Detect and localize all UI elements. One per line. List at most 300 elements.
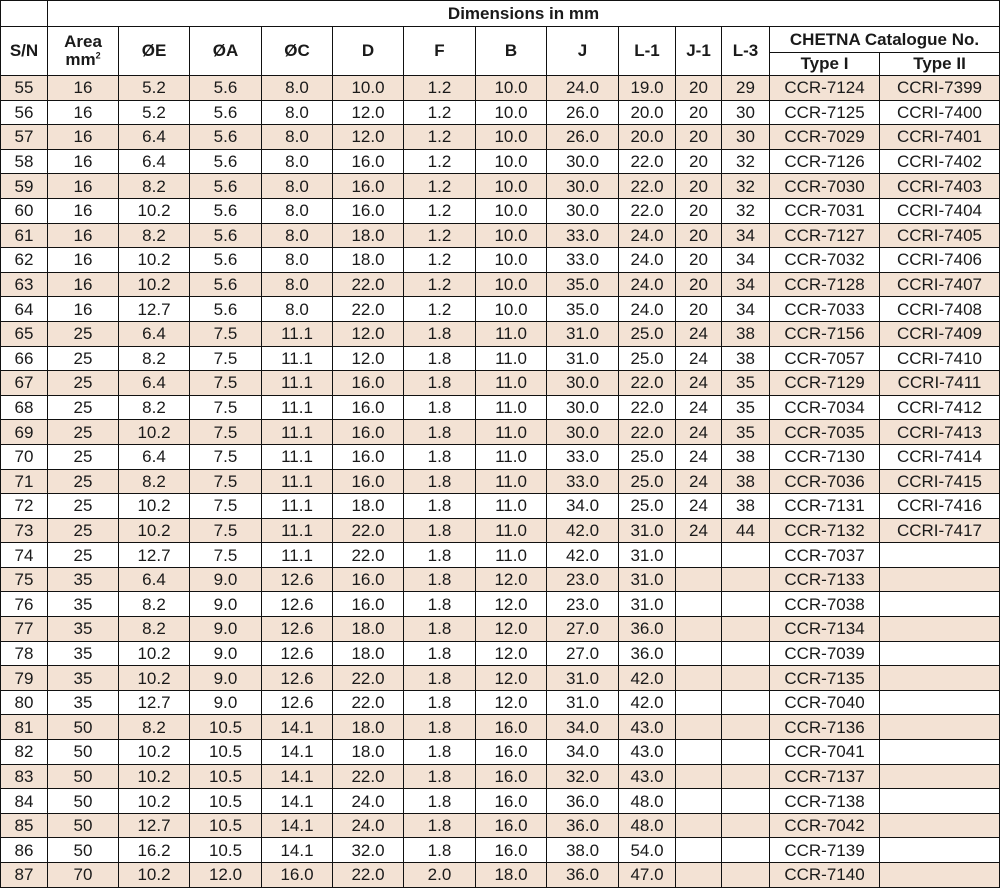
cell-a: 7.5 xyxy=(190,371,262,396)
cell-e: 10.2 xyxy=(119,666,190,691)
cell-c: 11.1 xyxy=(262,494,333,519)
cell-l3: 35 xyxy=(722,371,770,396)
cell-a: 10.5 xyxy=(190,789,262,814)
cell-l1: 31.0 xyxy=(619,543,676,568)
cell-j1: 20 xyxy=(676,76,722,101)
cell-d: 16.0 xyxy=(333,174,404,199)
cell-f: 1.8 xyxy=(404,666,476,691)
cell-c: 14.1 xyxy=(262,789,333,814)
cell-f: 1.2 xyxy=(404,223,476,248)
cell-l1: 25.0 xyxy=(619,494,676,519)
cell-b: 10.0 xyxy=(476,174,547,199)
cell-f: 1.8 xyxy=(404,740,476,765)
cell-b: 12.0 xyxy=(476,641,547,666)
cell-type-2: CCRI-7417 xyxy=(880,518,1000,543)
table-row xyxy=(1,690,1000,715)
cell-j1 xyxy=(676,592,722,617)
cell-c: 8.0 xyxy=(262,272,333,297)
cell-j1 xyxy=(676,666,722,691)
cell-d: 22.0 xyxy=(333,690,404,715)
cell-e: 10.2 xyxy=(119,764,190,789)
table-row xyxy=(1,740,1000,765)
cell-e: 10.2 xyxy=(119,248,190,273)
cell-j1 xyxy=(676,813,722,838)
cell-d: 18.0 xyxy=(333,641,404,666)
cell-l1: 22.0 xyxy=(619,395,676,420)
cell-a: 5.6 xyxy=(190,272,262,297)
cell-e: 8.2 xyxy=(119,395,190,420)
cell-sn: 61 xyxy=(1,223,48,248)
cell-l1: 43.0 xyxy=(619,740,676,765)
cell-l1: 36.0 xyxy=(619,617,676,642)
col-header-area xyxy=(48,27,119,76)
cell-e: 8.2 xyxy=(119,346,190,371)
cell-l1: 25.0 xyxy=(619,469,676,494)
cell-j: 26.0 xyxy=(547,125,619,150)
cell-type-1: CCR-7030 xyxy=(770,174,880,199)
cell-l3: 34 xyxy=(722,297,770,322)
cell-sn: 66 xyxy=(1,346,48,371)
cell-sn: 84 xyxy=(1,789,48,814)
table-row xyxy=(1,76,1000,101)
cell-a: 5.6 xyxy=(190,125,262,150)
cell-b: 11.0 xyxy=(476,395,547,420)
cell-sn: 83 xyxy=(1,764,48,789)
cell-f: 2.0 xyxy=(404,863,476,888)
cell-type-1: CCR-7029 xyxy=(770,125,880,150)
cell-j1: 20 xyxy=(676,198,722,223)
cell-type-1: CCR-7139 xyxy=(770,838,880,863)
cell-f: 1.8 xyxy=(404,346,476,371)
cell-j1 xyxy=(676,715,722,740)
cell-c: 12.6 xyxy=(262,666,333,691)
cell-b: 10.0 xyxy=(476,272,547,297)
cell-type-2: CCRI-7410 xyxy=(880,346,1000,371)
cell-b: 10.0 xyxy=(476,149,547,174)
cell-d: 16.0 xyxy=(333,395,404,420)
cell-d: 16.0 xyxy=(333,592,404,617)
cell-e: 8.2 xyxy=(119,174,190,199)
cell-c: 14.1 xyxy=(262,838,333,863)
cell-l1: 48.0 xyxy=(619,813,676,838)
cell-e: 16.2 xyxy=(119,838,190,863)
cell-sn: 73 xyxy=(1,518,48,543)
cell-b: 11.0 xyxy=(476,469,547,494)
cell-l1: 22.0 xyxy=(619,149,676,174)
cell-j1 xyxy=(676,740,722,765)
cell-c: 8.0 xyxy=(262,76,333,101)
cell-c: 11.1 xyxy=(262,395,333,420)
cell-a: 5.6 xyxy=(190,149,262,174)
cell-sn: 55 xyxy=(1,76,48,101)
cell-sn: 81 xyxy=(1,715,48,740)
cell-area: 50 xyxy=(48,789,119,814)
table-row xyxy=(1,297,1000,322)
cell-type-1: CCR-7128 xyxy=(770,272,880,297)
cell-j: 36.0 xyxy=(547,863,619,888)
cell-d: 16.0 xyxy=(333,420,404,445)
cell-j1 xyxy=(676,641,722,666)
cell-a: 5.6 xyxy=(190,297,262,322)
cell-e: 8.2 xyxy=(119,715,190,740)
table-row xyxy=(1,174,1000,199)
cell-sn: 68 xyxy=(1,395,48,420)
cell-l3 xyxy=(722,838,770,863)
cell-d: 32.0 xyxy=(333,838,404,863)
cell-c: 14.1 xyxy=(262,813,333,838)
cell-l3: 34 xyxy=(722,272,770,297)
cell-type-2: CCRI-7414 xyxy=(880,444,1000,469)
cell-a: 7.5 xyxy=(190,395,262,420)
cell-d: 18.0 xyxy=(333,223,404,248)
cell-sn: 70 xyxy=(1,444,48,469)
table-row xyxy=(1,838,1000,863)
cell-area: 16 xyxy=(48,198,119,223)
cell-c: 11.1 xyxy=(262,543,333,568)
cell-a: 7.5 xyxy=(190,469,262,494)
cell-c: 12.6 xyxy=(262,617,333,642)
dimensions-title: Dimensions in mm xyxy=(48,1,1000,27)
cell-d: 22.0 xyxy=(333,297,404,322)
cell-f: 1.8 xyxy=(404,494,476,519)
cell-d: 16.0 xyxy=(333,198,404,223)
cell-f: 1.8 xyxy=(404,469,476,494)
cell-c: 12.6 xyxy=(262,690,333,715)
cell-d: 16.0 xyxy=(333,567,404,592)
cell-j1: 20 xyxy=(676,125,722,150)
cell-d: 22.0 xyxy=(333,764,404,789)
cell-sn: 67 xyxy=(1,371,48,396)
col-header-e: ØE xyxy=(119,27,190,76)
cell-j: 33.0 xyxy=(547,444,619,469)
table-row xyxy=(1,100,1000,125)
cell-area: 25 xyxy=(48,395,119,420)
cell-e: 10.2 xyxy=(119,272,190,297)
cell-e: 6.4 xyxy=(119,444,190,469)
cell-j: 33.0 xyxy=(547,223,619,248)
cell-j1: 20 xyxy=(676,149,722,174)
cell-sn: 80 xyxy=(1,690,48,715)
cell-type-2 xyxy=(880,690,1000,715)
cell-l1: 31.0 xyxy=(619,592,676,617)
cell-b: 16.0 xyxy=(476,813,547,838)
cell-b: 10.0 xyxy=(476,223,547,248)
cell-c: 8.0 xyxy=(262,297,333,322)
cell-e: 6.4 xyxy=(119,567,190,592)
cell-sn: 64 xyxy=(1,297,48,322)
table-row xyxy=(1,272,1000,297)
cell-area: 50 xyxy=(48,715,119,740)
cell-a: 9.0 xyxy=(190,641,262,666)
cell-type-2 xyxy=(880,617,1000,642)
cell-j1: 20 xyxy=(676,100,722,125)
cell-f: 1.8 xyxy=(404,617,476,642)
cell-type-1: CCR-7035 xyxy=(770,420,880,445)
cell-type-2: CCRI-7404 xyxy=(880,198,1000,223)
cell-type-2: CCRI-7409 xyxy=(880,321,1000,346)
col-header-j: J xyxy=(547,27,619,76)
cell-j1: 24 xyxy=(676,469,722,494)
table-row xyxy=(1,420,1000,445)
cell-e: 8.2 xyxy=(119,592,190,617)
cell-a: 5.6 xyxy=(190,248,262,273)
cell-l1: 20.0 xyxy=(619,125,676,150)
cell-area: 50 xyxy=(48,740,119,765)
cell-b: 10.0 xyxy=(476,297,547,322)
cell-f: 1.2 xyxy=(404,100,476,125)
cell-c: 12.6 xyxy=(262,592,333,617)
area-unit: mm xyxy=(65,50,96,69)
cell-d: 18.0 xyxy=(333,494,404,519)
cell-sn: 82 xyxy=(1,740,48,765)
cell-l1: 19.0 xyxy=(619,76,676,101)
cell-l3: 35 xyxy=(722,395,770,420)
cell-b: 11.0 xyxy=(476,494,547,519)
cell-area: 16 xyxy=(48,125,119,150)
cell-area: 70 xyxy=(48,863,119,888)
cell-j1: 24 xyxy=(676,346,722,371)
cell-f: 1.2 xyxy=(404,174,476,199)
cell-f: 1.8 xyxy=(404,813,476,838)
cell-c: 11.1 xyxy=(262,518,333,543)
cell-type-2 xyxy=(880,764,1000,789)
col-header-b: B xyxy=(476,27,547,76)
cell-b: 11.0 xyxy=(476,444,547,469)
cell-type-2: CCRI-7415 xyxy=(880,469,1000,494)
table-row xyxy=(1,321,1000,346)
cell-l3 xyxy=(722,863,770,888)
cell-l1: 22.0 xyxy=(619,371,676,396)
cell-type-2 xyxy=(880,641,1000,666)
cell-j1 xyxy=(676,617,722,642)
cell-j: 27.0 xyxy=(547,617,619,642)
cell-f: 1.8 xyxy=(404,567,476,592)
cell-d: 22.0 xyxy=(333,863,404,888)
cell-b: 16.0 xyxy=(476,789,547,814)
cell-type-1: CCR-7032 xyxy=(770,248,880,273)
cell-type-1: CCR-7130 xyxy=(770,444,880,469)
cell-d: 22.0 xyxy=(333,666,404,691)
cell-f: 1.8 xyxy=(404,690,476,715)
cell-d: 18.0 xyxy=(333,248,404,273)
cell-l3: 30 xyxy=(722,125,770,150)
cell-j: 23.0 xyxy=(547,592,619,617)
cell-f: 1.2 xyxy=(404,272,476,297)
cell-sn: 87 xyxy=(1,863,48,888)
cell-b: 12.0 xyxy=(476,567,547,592)
cell-e: 12.7 xyxy=(119,813,190,838)
cell-b: 16.0 xyxy=(476,740,547,765)
cell-type-2 xyxy=(880,813,1000,838)
cell-type-1: CCR-7129 xyxy=(770,371,880,396)
cell-j: 24.0 xyxy=(547,76,619,101)
cell-d: 22.0 xyxy=(333,543,404,568)
cell-type-2 xyxy=(880,740,1000,765)
cell-area: 16 xyxy=(48,174,119,199)
cell-type-1: CCR-7132 xyxy=(770,518,880,543)
cell-b: 10.0 xyxy=(476,76,547,101)
cell-j1: 24 xyxy=(676,395,722,420)
cell-area: 16 xyxy=(48,297,119,322)
cell-area: 25 xyxy=(48,518,119,543)
cell-l1: 24.0 xyxy=(619,223,676,248)
cell-d: 22.0 xyxy=(333,518,404,543)
cell-l3 xyxy=(722,567,770,592)
cell-area: 25 xyxy=(48,321,119,346)
cell-area: 16 xyxy=(48,248,119,273)
cell-c: 8.0 xyxy=(262,223,333,248)
table-row xyxy=(1,444,1000,469)
table-row xyxy=(1,395,1000,420)
cell-a: 10.5 xyxy=(190,813,262,838)
cell-area: 35 xyxy=(48,666,119,691)
cell-area: 25 xyxy=(48,420,119,445)
cell-l3 xyxy=(722,764,770,789)
cell-type-1: CCR-7133 xyxy=(770,567,880,592)
cell-j: 30.0 xyxy=(547,174,619,199)
cell-l1: 42.0 xyxy=(619,690,676,715)
cell-l1: 22.0 xyxy=(619,420,676,445)
cell-a: 7.5 xyxy=(190,518,262,543)
cell-j1: 20 xyxy=(676,272,722,297)
cell-c: 8.0 xyxy=(262,248,333,273)
cell-e: 8.2 xyxy=(119,469,190,494)
col-header-sn: S/N xyxy=(1,27,48,76)
cell-j: 38.0 xyxy=(547,838,619,863)
cell-l3 xyxy=(722,617,770,642)
cell-l1: 25.0 xyxy=(619,346,676,371)
cell-j: 42.0 xyxy=(547,543,619,568)
cell-d: 24.0 xyxy=(333,813,404,838)
cell-type-2 xyxy=(880,543,1000,568)
cell-l1: 31.0 xyxy=(619,518,676,543)
cell-a: 5.6 xyxy=(190,174,262,199)
cell-area: 16 xyxy=(48,76,119,101)
cell-type-1: CCR-7040 xyxy=(770,690,880,715)
table-row xyxy=(1,518,1000,543)
cell-b: 16.0 xyxy=(476,715,547,740)
cell-b: 11.0 xyxy=(476,518,547,543)
table-row xyxy=(1,863,1000,888)
cell-l3: 38 xyxy=(722,494,770,519)
cell-j1 xyxy=(676,838,722,863)
table-row xyxy=(1,641,1000,666)
cell-l1: 36.0 xyxy=(619,641,676,666)
cell-area: 16 xyxy=(48,149,119,174)
cell-j1 xyxy=(676,567,722,592)
cell-c: 16.0 xyxy=(262,863,333,888)
cell-l1: 43.0 xyxy=(619,715,676,740)
cell-l1: 22.0 xyxy=(619,198,676,223)
cell-type-1: CCR-7156 xyxy=(770,321,880,346)
cell-l1: 43.0 xyxy=(619,764,676,789)
cell-sn: 71 xyxy=(1,469,48,494)
cell-type-2 xyxy=(880,567,1000,592)
table-row xyxy=(1,715,1000,740)
cell-a: 9.0 xyxy=(190,567,262,592)
cell-f: 1.8 xyxy=(404,444,476,469)
table-row xyxy=(1,592,1000,617)
cell-e: 6.4 xyxy=(119,149,190,174)
cell-j1 xyxy=(676,789,722,814)
cell-c: 11.1 xyxy=(262,469,333,494)
cell-a: 5.6 xyxy=(190,223,262,248)
cell-type-2 xyxy=(880,789,1000,814)
cell-j1: 20 xyxy=(676,248,722,273)
cell-b: 12.0 xyxy=(476,666,547,691)
cell-type-1: CCR-7135 xyxy=(770,666,880,691)
cell-type-1: CCR-7134 xyxy=(770,617,880,642)
cell-sn: 78 xyxy=(1,641,48,666)
cell-a: 7.5 xyxy=(190,444,262,469)
cell-l3: 38 xyxy=(722,321,770,346)
table-row xyxy=(1,543,1000,568)
cell-sn: 72 xyxy=(1,494,48,519)
cell-sn: 69 xyxy=(1,420,48,445)
cell-j: 30.0 xyxy=(547,395,619,420)
cell-a: 5.6 xyxy=(190,100,262,125)
cell-l3 xyxy=(722,715,770,740)
cell-j1 xyxy=(676,863,722,888)
cell-area: 35 xyxy=(48,567,119,592)
cell-l1: 25.0 xyxy=(619,321,676,346)
cell-e: 5.2 xyxy=(119,76,190,101)
cell-sn: 62 xyxy=(1,248,48,273)
cell-j: 34.0 xyxy=(547,715,619,740)
col-header-l3: L-3 xyxy=(722,27,770,76)
cell-b: 12.0 xyxy=(476,690,547,715)
cell-e: 10.2 xyxy=(119,494,190,519)
cell-area: 50 xyxy=(48,813,119,838)
cell-j1: 24 xyxy=(676,371,722,396)
cell-c: 11.1 xyxy=(262,346,333,371)
type-2-header: Type II xyxy=(880,53,1000,76)
cell-type-2: CCRI-7403 xyxy=(880,174,1000,199)
cell-e: 6.4 xyxy=(119,125,190,150)
cell-f: 1.8 xyxy=(404,715,476,740)
cell-j: 33.0 xyxy=(547,469,619,494)
cell-l3: 38 xyxy=(722,444,770,469)
cell-c: 14.1 xyxy=(262,715,333,740)
cell-j: 33.0 xyxy=(547,248,619,273)
cell-l3 xyxy=(722,666,770,691)
cell-type-2: CCRI-7416 xyxy=(880,494,1000,519)
cell-area: 35 xyxy=(48,617,119,642)
cell-b: 11.0 xyxy=(476,346,547,371)
cell-area: 50 xyxy=(48,838,119,863)
cell-b: 16.0 xyxy=(476,838,547,863)
cell-area: 16 xyxy=(48,100,119,125)
cell-a: 7.5 xyxy=(190,420,262,445)
table-body xyxy=(1,76,1000,888)
cell-l3 xyxy=(722,740,770,765)
cell-l3: 32 xyxy=(722,174,770,199)
cell-b: 11.0 xyxy=(476,543,547,568)
cell-e: 10.2 xyxy=(119,740,190,765)
cell-type-1: CCR-7126 xyxy=(770,149,880,174)
cell-type-1: CCR-7036 xyxy=(770,469,880,494)
cell-type-2: CCRI-7413 xyxy=(880,420,1000,445)
cell-type-1: CCR-7057 xyxy=(770,346,880,371)
cell-e: 6.4 xyxy=(119,371,190,396)
cell-f: 1.8 xyxy=(404,764,476,789)
table-row xyxy=(1,346,1000,371)
cell-j: 30.0 xyxy=(547,198,619,223)
cell-e: 10.2 xyxy=(119,641,190,666)
cell-type-2: CCRI-7405 xyxy=(880,223,1000,248)
cell-c: 11.1 xyxy=(262,321,333,346)
cell-b: 10.0 xyxy=(476,198,547,223)
